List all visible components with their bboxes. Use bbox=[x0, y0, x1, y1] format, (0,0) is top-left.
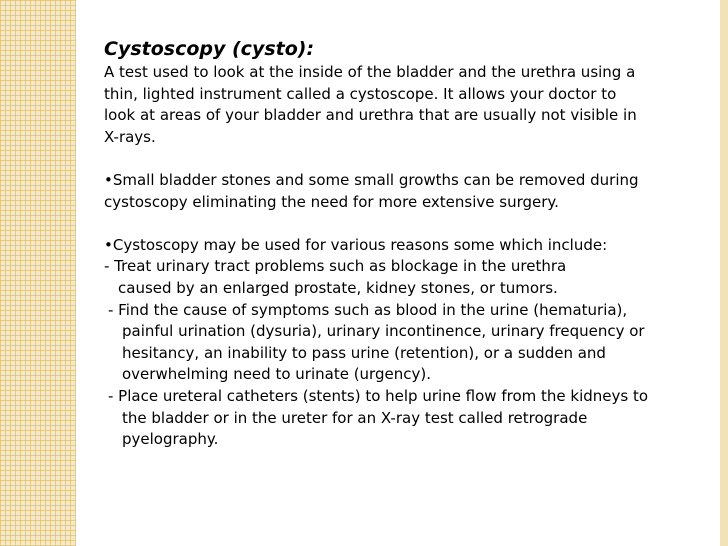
slide-content bbox=[104, 36, 704, 451]
reason-find-continuation: painful urination (dysuria), urinary incontinence, urinary frequency or bbox=[122, 322, 645, 341]
definition-line: look at areas of your bladder and urethra that are usually not visible in bbox=[104, 106, 637, 125]
paragraph-gap bbox=[104, 148, 704, 170]
definition-line: X-rays. bbox=[104, 127, 156, 146]
paragraph-gap bbox=[104, 213, 704, 235]
reason-place-line: - Place ureteral catheters (stents) to help urine flow from the kidneys to bbox=[108, 386, 649, 405]
reason-treat-continuation: caused by an enlarged prostate, kidney stones, or tumors. bbox=[118, 278, 558, 297]
reason-place-continuation: pyelography. bbox=[122, 430, 219, 449]
reason-place-continuation: the bladder or in the ureter for an X-ray test called retrograde bbox=[122, 408, 588, 427]
reason-find-line: - Find the cause of symptoms such as blood in the urine (hematuria), bbox=[108, 300, 628, 319]
decorative-left-border bbox=[0, 0, 76, 546]
reason-find-continuation: overwhelming need to urinate (urgency). bbox=[122, 365, 431, 384]
definition-line: thin, lighted instrument called a cystoscope. It allows your doctor to bbox=[104, 84, 617, 103]
reason-find-continuation: hesitancy, an inability to pass urine (retention), or a sudden and bbox=[122, 343, 606, 362]
bullet-reasons-heading: •Cystoscopy may be used for various reasons some which include: bbox=[104, 235, 608, 254]
bullet-removal-line: cystoscopy eliminating the need for more extensive surgery. bbox=[104, 192, 559, 211]
slide-title: Cystoscopy (cysto): bbox=[104, 38, 315, 60]
definition-line: A test used to look at the inside of the bladder and the urethra using a bbox=[104, 63, 636, 81]
decorative-right-frame bbox=[720, 0, 728, 546]
reason-treat-line: - Treat urinary tract problems such as blockage in the urethra bbox=[104, 257, 567, 276]
slide bbox=[76, 0, 720, 546]
bullet-removal-line: •Small bladder stones and some small growths can be removed during bbox=[104, 170, 639, 189]
